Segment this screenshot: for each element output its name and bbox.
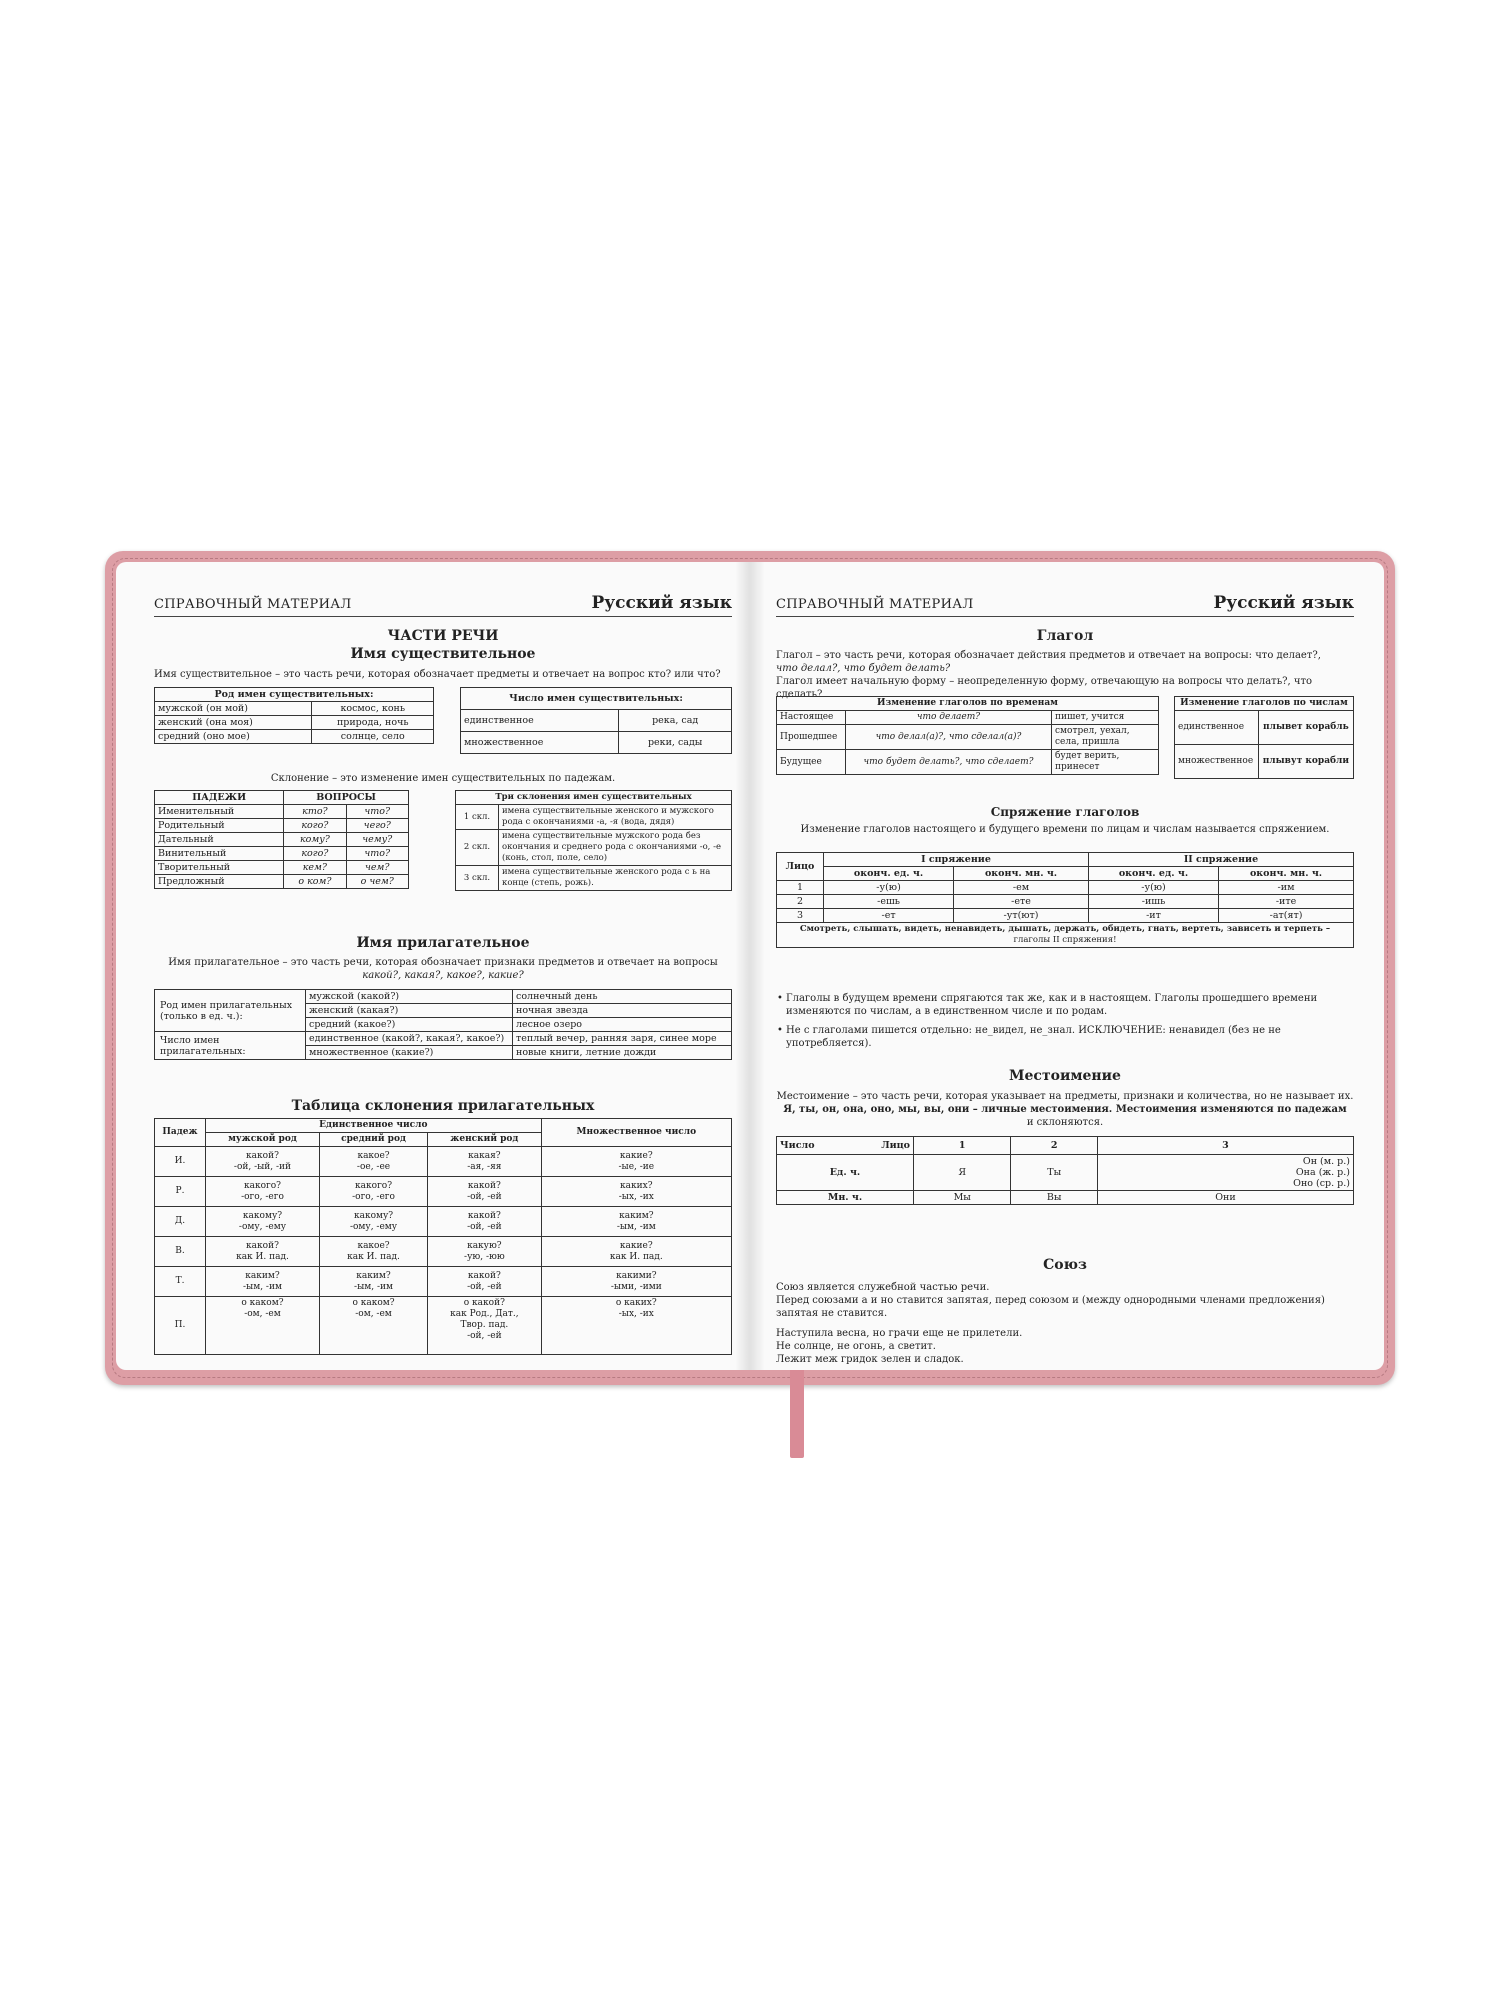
case-name: Творительный — [155, 861, 284, 875]
number-cell: множественное — [461, 732, 619, 754]
ending-header: оконч. ед. ч. — [824, 867, 954, 881]
ending-cell: какой? как И. пад. — [206, 1237, 320, 1267]
adj-declension-table — [154, 1118, 732, 1355]
pronoun-table — [776, 1136, 1354, 1205]
adj-cell: ночная звезда — [513, 1004, 732, 1018]
ending-header: оконч. мн. ч. — [1219, 867, 1354, 881]
number-cell: реки, сады — [619, 732, 732, 754]
singular-header: Единственное число — [206, 1119, 542, 1133]
header-label: СПРАВОЧНЫЙ МАТЕРИАЛ — [154, 597, 352, 612]
ending-cell: какому? -ому, -ему — [319, 1207, 427, 1237]
ending-header: оконч. мн. ч. — [954, 867, 1089, 881]
tense-name: Прошедшее — [777, 725, 846, 750]
case-cell: И. — [155, 1147, 206, 1177]
gender-table — [154, 687, 434, 744]
left-page — [116, 562, 750, 1370]
ending-cell: каким? -ым, -им — [319, 1267, 427, 1297]
verb-number-table — [1174, 696, 1354, 779]
case-question: кем? — [284, 861, 346, 875]
case-question: о ком? — [284, 875, 346, 889]
case-question: кому? — [284, 833, 346, 847]
ending-cell: какие? как И. пад. — [541, 1237, 731, 1267]
ending-cell: какое? -ое, -ее — [319, 1147, 427, 1177]
declension-desc: имена существительные мужского рода без окончания и среднего рода с окончаниями -о, -е (конь, стол, поле, село) — [499, 830, 732, 866]
adj-cell: женский (какая?) — [306, 1004, 513, 1018]
ending-cell: каким? -ым, -им — [541, 1207, 731, 1237]
ending-cell: о каком? -ом, -ем — [319, 1297, 427, 1355]
face-cell: 3 — [777, 909, 824, 923]
ending-cell: какого? -ого, -его — [319, 1177, 427, 1207]
pronoun-cell: Они — [1097, 1191, 1353, 1205]
exceptions-line: Смотреть, слышать, видеть, ненавидеть, дышать, держать, обидеть, гнать, вертеть, зависеть и терпеть – — [799, 924, 1331, 934]
ending-cell: какой? -ой, -ей — [428, 1267, 542, 1297]
ending-cell: -у(ю) — [824, 881, 954, 895]
case-question: что? — [346, 805, 408, 819]
plural-header: Множественное число — [541, 1119, 731, 1147]
declension-label: 2 скл. — [456, 830, 499, 866]
tense-name: Настоящее — [777, 711, 846, 725]
case-question: о чем? — [346, 875, 408, 889]
verb-definition: Глагол – это часть речи, которая обозначает действия предметов и отвечает на вопросы: что делает?, — [776, 650, 1321, 661]
adj-cell: единственное (какой?, какая?, какое?) — [306, 1032, 513, 1046]
ending-header: оконч. ед. ч. — [1088, 867, 1218, 881]
case-question: кого? — [284, 847, 346, 861]
pronoun-personal: Я, ты, он, она, оно, мы, вы, они – личные местоимения. Местоимения изменяются по падежам — [783, 1104, 1347, 1115]
noun-number-title: Число имен существительных: — [461, 688, 732, 710]
ending-cell: -ешь — [824, 895, 954, 909]
verb-number-example: плывут корабли — [1258, 745, 1353, 779]
adjective-definition: Имя прилагательное – это часть речи, которая обозначает признаки предметов и отвечает на вопросы — [168, 957, 718, 968]
pronoun-definition: Местоимение – это часть речи, которая указывает на предметы, признаки и количества, но не называет их. — [776, 1091, 1354, 1102]
ending-cell: какой? -ой, -ей — [428, 1177, 542, 1207]
verb-number-title: Изменение глаголов по числам — [1175, 697, 1354, 711]
pronoun-title: Местоимение — [1009, 1068, 1121, 1084]
ending-cell: каких? -ых, -их — [541, 1177, 731, 1207]
tense-question: что будет делать?, что сделает? — [846, 750, 1052, 775]
gender-table-title: Род имен существительных: — [155, 688, 434, 702]
cases-header: ПАДЕЖИ — [155, 791, 284, 805]
ending-cell: какого? -ого, -его — [206, 1177, 320, 1207]
adj-number-label: Число имен прилагательных: — [155, 1032, 306, 1060]
number-cell: Ед. ч. — [777, 1155, 914, 1191]
case-name: Винительный — [155, 847, 284, 861]
three-declensions-title: Три склонения имен существительных — [456, 791, 732, 805]
case-cell: Р. — [155, 1177, 206, 1207]
case-question: чему? — [346, 833, 408, 847]
verb-number-label: единственное — [1175, 711, 1259, 745]
case-question: кого? — [284, 819, 346, 833]
verb-title: Глагол — [1036, 628, 1094, 644]
tense-name: Будущее — [777, 750, 846, 775]
questions-header: ВОПРОСЫ — [284, 791, 409, 805]
example-line: Не солнце, не огонь, а светит. — [776, 1341, 936, 1352]
ending-cell: -ишь — [1088, 895, 1218, 909]
conjunction-definition: Союз является служебной частью речи. — [776, 1282, 990, 1293]
case-name: Именительный — [155, 805, 284, 819]
header-subject: Русский язык — [591, 593, 732, 613]
ending-cell: -ете — [954, 895, 1089, 909]
verb-questions: что делал?, что будет делать? — [776, 663, 951, 674]
pronoun-cell: Мы — [914, 1191, 1011, 1205]
pronoun-cell: Ты — [1011, 1155, 1097, 1191]
fem-header: женский род — [428, 1133, 542, 1147]
conjugation-table — [776, 852, 1354, 948]
case-question: чем? — [346, 861, 408, 875]
ending-cell: какими? -ыми, -ими — [541, 1267, 731, 1297]
number-cell: река, сад — [619, 710, 732, 732]
ending-cell: каким? -ым, -им — [206, 1267, 320, 1297]
exceptions-line: глаголы II спряжения! — [1013, 935, 1117, 945]
pronoun-declension: и склоняются. — [1026, 1117, 1104, 1128]
ending-cell: -у(ю) — [1088, 881, 1218, 895]
adj-cell: множественное (какие?) — [306, 1046, 513, 1060]
adjective-questions: какой?, какая?, какое?, какие? — [362, 970, 524, 981]
book-gutter — [735, 562, 765, 1370]
gender-cell: мужской (он мой) — [155, 702, 312, 716]
conjunction-title: Союз — [1043, 1257, 1087, 1273]
conjunction-rule: Перед союзами а и но ставится запятая, перед союзом и (между однородными членами предложения) — [776, 1295, 1325, 1306]
declension-label: 3 скл. — [456, 866, 499, 891]
page-header — [154, 592, 732, 617]
declension-label: 1 скл. — [456, 805, 499, 830]
neut-header: средний род — [319, 1133, 427, 1147]
adj-decl-title: Таблица склонения прилагательных — [291, 1098, 595, 1114]
tense-table — [776, 696, 1159, 775]
ending-cell: -ите — [1219, 895, 1354, 909]
noun-number-table — [460, 687, 732, 754]
ending-cell: какой? -ой, -ый, -ий — [206, 1147, 320, 1177]
gender-cell: средний (оно мое) — [155, 730, 312, 744]
ending-cell: -ет — [824, 909, 954, 923]
case-cell: Т. — [155, 1267, 206, 1297]
pronoun-corner-header — [777, 1137, 914, 1155]
adj-cell: мужской (какой?) — [306, 990, 513, 1004]
masc-header: мужской род — [206, 1133, 320, 1147]
header-label: СПРАВОЧНЫЙ МАТЕРИАЛ — [776, 597, 974, 612]
ending-cell: какие? -ые, -ие — [541, 1147, 731, 1177]
conjunction-rule-2: запятая не ставится. — [776, 1308, 888, 1319]
ending-cell: какому? -ому, -ему — [206, 1207, 320, 1237]
example-line: Наступила весна, но грачи еще не прилетели. — [776, 1328, 1023, 1339]
adj-cell: новые книги, летние дожди — [513, 1046, 732, 1060]
face-cell: 1 — [777, 881, 824, 895]
case-question: кто? — [284, 805, 346, 819]
tense-question: что делает? — [846, 711, 1052, 725]
conjugation-title: Спряжение глаголов — [990, 805, 1140, 819]
verb-number-example: плывет корабль — [1258, 711, 1353, 745]
conj2-header: II спряжение — [1088, 853, 1353, 867]
adj-gender-label: Род имен прилагательных (только в ед. ч.): — [155, 990, 306, 1032]
case-header: Падеж — [155, 1119, 206, 1147]
case-name: Дательный — [155, 833, 284, 847]
case-name: Предложный — [155, 875, 284, 889]
adj-cell: средний (какое?) — [306, 1018, 513, 1032]
case-cell: В. — [155, 1237, 206, 1267]
face-col: 1 — [914, 1137, 1011, 1155]
face-cell: 2 — [777, 895, 824, 909]
adj-cell: солнечный день — [513, 990, 732, 1004]
bookmark-ribbon — [790, 1370, 804, 1458]
declension-definition: Склонение – это изменение имен существительных по падежам. — [270, 773, 616, 784]
verb-number-label: множественное — [1175, 745, 1259, 779]
bullet-text: Глаголы в будущем времени спрягаются так же, как и в настоящем. Глаголы прошедшего времени — [786, 993, 1318, 1004]
adjective-title: Имя прилагательное — [356, 935, 530, 951]
conjugation-exceptions — [777, 923, 1354, 948]
adj-cell: лесное озеро — [513, 1018, 732, 1032]
page-header — [776, 592, 1354, 617]
ending-cell: -ит — [1088, 909, 1218, 923]
adjective-table — [154, 989, 732, 1060]
noun-definition: Имя существительное – это часть речи, которая обозначает предметы и отвечает на вопрос кто? или что? — [154, 669, 721, 680]
ending-cell: какой? -ой, -ей — [428, 1207, 542, 1237]
ending-cell: какая? -ая, -яя — [428, 1147, 542, 1177]
pronoun-cell: Вы — [1011, 1191, 1097, 1205]
ending-cell: -ут(ют) — [954, 909, 1089, 923]
number-header: Число — [780, 1140, 815, 1151]
pronoun-cell: Он (м. р.) Она (ж. р.) Оно (ср. р.) — [1097, 1155, 1353, 1191]
face-header: Лицо — [777, 853, 824, 881]
number-cell: единственное — [461, 710, 619, 732]
face-col: 3 — [1097, 1137, 1353, 1155]
number-cell: Мн. ч. — [777, 1191, 914, 1205]
bullet-text: изменяются по числам, а в единственном числе и по родам. — [786, 1006, 1108, 1017]
three-declensions-table — [455, 790, 732, 891]
example-line: Лежит меж гридок зелен и сладок. — [776, 1354, 964, 1365]
case-question: что? — [346, 847, 408, 861]
gender-cell: солнце, село — [312, 730, 434, 744]
gender-cell: космос, конь — [312, 702, 434, 716]
gender-cell: женский (она моя) — [155, 716, 312, 730]
header-subject: Русский язык — [1213, 593, 1354, 613]
ending-cell: -им — [1219, 881, 1354, 895]
case-cell: П. — [155, 1297, 206, 1355]
case-question: чего? — [346, 819, 408, 833]
tense-example: смотрел, уехал, села, пришла — [1052, 725, 1159, 750]
conj1-header: I спряжение — [824, 853, 1089, 867]
ending-cell: о каком? -ом, -ем — [206, 1297, 320, 1355]
gender-cell: природа, ночь — [312, 716, 434, 730]
cases-table — [154, 790, 409, 889]
tense-table-title: Изменение глаголов по временам — [777, 697, 1159, 711]
right-page — [750, 562, 1384, 1370]
ending-cell: о какой? как Род., Дат., Твор. пад. -ой, -ей — [428, 1297, 542, 1355]
conjugation-definition: Изменение глаголов настоящего и будущего времени по лицам и числам называется спряжением. — [800, 824, 1330, 835]
section-title: ЧАСТИ РЕЧИ — [387, 628, 499, 644]
ending-cell: о каких? -ых, -их — [541, 1297, 731, 1355]
adj-cell: теплый вечер, ранняя заря, синее море — [513, 1032, 732, 1046]
noun-title: Имя существительное — [350, 646, 536, 662]
case-cell: Д. — [155, 1207, 206, 1237]
tense-question: что делал(а)?, что сделал(а)? — [846, 725, 1052, 750]
face-header: Лицо — [881, 1140, 910, 1151]
tense-example: пишет, учится — [1052, 711, 1159, 725]
ending-cell: -ем — [954, 881, 1089, 895]
bullet-ne-rule: • Не с глаголами пишется отдельно: не_видел, не_знал. ИСКЛЮЧЕНИЕ: ненавидел (без не не употребляется). — [786, 1024, 1354, 1050]
tense-example: будет верить, принесет — [1052, 750, 1159, 775]
bullet-future-tense — [786, 992, 1354, 1018]
declension-desc: имена существительные женского рода с ь на конце (степь, рожь). — [499, 866, 732, 891]
ending-cell: -ат(ят) — [1219, 909, 1354, 923]
declension-desc: имена существительные женского и мужского рода с окончаниями -а, -я (вода, дядя) — [499, 805, 732, 830]
pronoun-cell: Я — [914, 1155, 1011, 1191]
ending-cell: какую? -ую, -юю — [428, 1237, 542, 1267]
verb-initial-form: Глагол имеет начальную форму – неопределенную форму, отвечающую на вопросы что делать?, что сделать? — [776, 676, 1313, 700]
face-col: 2 — [1011, 1137, 1097, 1155]
case-name: Родительный — [155, 819, 284, 833]
ending-cell: какое? как И. пад. — [319, 1237, 427, 1267]
